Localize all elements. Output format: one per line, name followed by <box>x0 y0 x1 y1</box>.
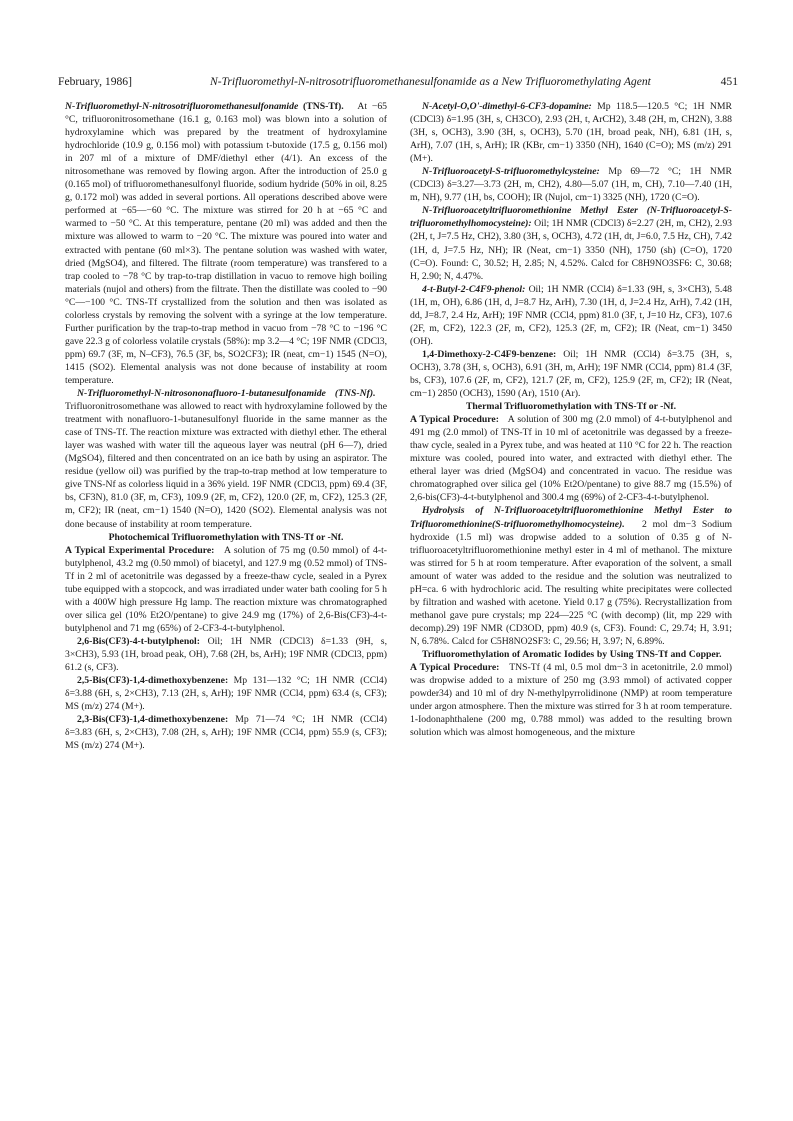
paragraph-body: A solution of 75 mg (0.50 mmol) of 4-t-butylphenol, 43.2 mg (0.50 mmol) of biacetyl, and 127.9 mg (0.52 mmol) of TNS-Tf in 2 ml of acetonitrile was degassed by a freeze-thaw cycle, sealed in a Pyrex tube equipped with a stopcock, and was irradiated under water bath cooling for 5 h with a 400W high pressure Hg lamp. The reaction mixture was chromatographed over silica gel (10% Et2O/pentane) to give 24.9 mg (17%) of 2,6-Bis(CF3)-4-t-butylphenol and 71 mg (65%) of 2-CF3-4-t-butylphenol. <box>65 544 388 634</box>
paragraph-body: TNS-Tf (4 ml, 0.5 mol dm−3 in acetonitrile, 2.0 mmol) was dropwise added to a mixture of 250 mg (3.93 mmol) of activated copper powder34) and 10 ml of dry N-methylpyrrolidinone (NMP) at room temperature under argon atmosphere. Then the mixture was stirred for 3 h at room temperature. 1-Iodonaphthalene (200 mg, 0.788 mmol) was added to the resulting brown solution which was almost homogeneous, and the mixture <box>410 662 732 739</box>
paragraph-body: At −65 °C, trifluoronitrosomethane (16.1 g, 0.163 mol) was blown into a solution of hydroxylamine which was prepared by the treatment of hydroxylamine hydrochloride (10.9 g, 0.156 mol) with potassium t-butoxide (17.5 g, 0.156 mol) in 207 ml of a mixture of DMF/diethyl ether (4/1). An excess of the nitrosomethane was removed by flowing argon. After the introduction of 25.0 g (0.165 mol) of trifluoromethanesulfonyl fluoride, sodium hydride (50% in oil, 8.25 g, 0.172 mol) was added in several portions. All operations described above were performed at −65—−60 °C. The mixture was stirred for 20 h at −65 °C and warmed to −50 °C. At this temperature, pentane (20 ml) was added and then the mixture was allowed to warm to −20 °C. The mixture was poured into water and extracted with pentane (60 ml×3). The pentane solution was washed with water, dried (MgSO4), and filtered. The filtrate (room temperature) was transfered to a trap cooled to −78 °C by trap-to-trap distillation in vacuo to remove high boiling materials (nujol and others) from the filtrate. Then the distillate was cooled to −90 °C—−100 °C. TNS-Tf crystallized from the solution and then was isolated as colorless crystals by removing the solvent with a syringe at the low temperature. Further purification by the trap-to-trap method in vacuo from −78 °C to −196 °C gave 22.3 g of colorless volatile crystals (58%): mp 3.2—4 °C; 19F NMR (CDCl3, ppm) 69.7 (3F, m, N–CF3), 76.5 (3F, bs, SO2CF3); IR (neat, cm−1) 1545 (N=O), 1415 (SO2). Elemental analysis was not done because of instability at room temperature. <box>65 101 388 386</box>
paragraph-methionine-ester <box>410 204 732 282</box>
compound-heading: N-Trifluoromethyl-N-nitrosononafluoro-1-butanesulfonamide (TNS-Nf). <box>77 388 376 400</box>
compound-heading: 1,4-Dimethoxy-2-C4F9-benzene: <box>422 348 557 360</box>
issue-date: February, 1986] <box>58 75 132 88</box>
paragraph-body: A solution of 300 mg (2.0 mmol) of 4-t-butylphenol and 491 mg (2.0 mmol) of TNS-Tf in 10 ml of acetonitrile was degassed by a freeze-thaw cycle, sealed in a Pyrex tube, and was heated at 110 °C for 22 h. The reaction mixture was cooled, poured into water, and extracted with diethyl ether. The etheral layer was dried (MgSO4) and concentrated in vacuo. The residue was chromatographed over silica gel (10% Et2O/pentane) to give 88.7 mg (15.5%) of 2,6-bis(CF3)-4-t-butylphenol and 300.4 mg (69%) of 2-CF3-4-t-butylphenol. <box>410 414 732 504</box>
paragraph-hydrolysis <box>410 504 732 648</box>
paragraph-tns-tf <box>65 100 387 387</box>
section-heading-photochemical: Photochemical Trifluoromethylation with TNS-Tf or -Nf. <box>108 531 344 543</box>
compound-heading: N-Trifluoroacetyl-S-trifluoromethylcysteine: <box>422 166 600 178</box>
paragraph-aromatic-iodides <box>410 648 732 739</box>
procedure-heading: A Typical Procedure: <box>410 662 500 674</box>
compound-heading: 2,5-Bis(CF3)-1,4-dimethoxybenzene: <box>77 675 229 687</box>
paragraph-dimethoxy-c4f9 <box>410 348 732 400</box>
paragraph-dopamine <box>410 100 732 165</box>
compound-heading: N-Trifluoroacetyltrifluoromethionine Methyl Ester (N-Trifluoroacetyl-S-trifluoromethylhomocysteine): <box>410 205 732 230</box>
paragraph-body: Oil; 1H NMR (CCl4) δ=3.75 (3H, s, OCH3), 3.78 (3H, s, OCH3), 6.91 (3H, m, ArH); 19F NMR (CCl4, ppm) 81.4 (3F, bs, CF3), 107.6 (2F, m, CF2), 121.7 (2F, m, CF2), 125.9 (2F, m, CF2); IR (Neat, cm−1) 2850 (OCH3), 1590 (Ar), 1510 (Ar). <box>410 348 732 400</box>
compound-abbr: (TNS-Tf). <box>303 101 344 112</box>
paragraph-butylphenol-c4f9 <box>410 283 732 348</box>
compound-heading: 2,3-Bis(CF3)-1,4-dimethoxybenzene: <box>77 714 229 726</box>
section-run-in-heading: Trifluoromethylation of Aromatic Iodides by Using TNS-Tf and Copper. <box>422 648 722 660</box>
compound-heading: N-Acetyl-O,O'-dimethyl-6-CF3-dopamine: <box>422 101 592 112</box>
paragraph-compound-1 <box>65 635 387 674</box>
paragraph-compound-2 <box>65 674 387 713</box>
compound-heading: 2,6-Bis(CF3)-4-t-butylphenol: <box>77 635 200 647</box>
paragraph-body: 2 mol dm−3 Sodium hydroxide (1.5 ml) was dropwise added to a solution of 0.35 g of N-trifluoroacetyltrifluoromethionine methyl ester in 4 ml of methanol. The mixture was stirred for 5 h at room temperature. After evaporation of the solvent, a small amount of water was added to the residue and the solution was neutralized to pH=ca. 6 with hydrochloric acid. The resulting white precipitates were collected by filtration and washed with acetone. Yield 0.17 g (75%). Recrystallization from methanol gave pure crystals; mp 224—225 °C (with decomp) (lit, mp 229 with decomp).29) 19F NMR (CD3OD, ppm) 40.9 (s, CF3). Found: C, 29.74; H, 3.91; N, 6.78%. Calcd for C5H8NO2SF3: C, 29.56; H, 3.97; N, 6.89%. <box>410 518 733 647</box>
paragraph-body: Mp 69—72 °C; 1H NMR (CDCl3) δ=3.27—3.73 (2H, m, CH2), 4.80—5.07 (1H, m, CH), 7.10—7.40 (1H, m, NH), 9.77 (1H, bs, COOH); IR (Nujol, cm−1) 3325 (NH), 1720 (C=O). <box>410 166 732 204</box>
procedure-heading: A Typical Procedure: <box>410 414 499 426</box>
running-header <box>58 74 738 90</box>
procedure-heading: A Typical Experimental Procedure: <box>65 544 215 556</box>
paragraph-thermal-procedure <box>410 413 732 504</box>
paragraph-compound-3 <box>65 713 387 752</box>
paragraph-body: Mp 71—74 °C; 1H NMR (CCl4) δ=3.83 (6H, s, 2×CH3), 7.08 (2H, s, ArH); 19F NMR (CCl4, ppm) 55.9 (s, CF3); MS (m/z) 274 (M+). <box>65 714 388 752</box>
paragraph-tns-nf <box>65 387 387 531</box>
paragraph-body: Mp 131—132 °C; 1H NMR (CCl4) δ=3.88 (6H, s, 2×CH3), 7.13 (2H, s, ArH); 19F NMR (CCl4, ppm) 63.4 (s, CF3); MS (m/z) 274 (M+). <box>65 675 387 713</box>
right-column <box>410 100 732 739</box>
page-number: 451 <box>720 75 738 88</box>
running-title: N-Trifluoromethyl-N-nitrosotrifluoromethanesulfonamide as a New Trifluoromethylating Agent <box>210 75 651 88</box>
section-run-in-heading: Hydrolysis of N-Trifluoroacetyltrifluoromethionine Methyl Ester to Trifluoromethionine(S-trifluoromethylhomocysteine). <box>410 505 732 530</box>
paragraph-photochemical-procedure <box>65 544 387 635</box>
paragraph-body: Oil; 1H NMR (CDCl3) δ=2.27 (2H, m, CH2), 2.93 (2H, t, J=7.5 Hz, CH2), 3.80 (3H, s, OCH3), 4.72 (1H, dt, J=6.0, 7.5 Hz, CH), 7.42 (1H, d, J=7.5 Hz, NH); IR (Neat, cm−1) 3350 (NH), 1750 (sh) (C=O), 1720 (C=O). Found: C, 30.52; H, 2.85; N, 4.52%. Calcd for C8H9NO3SF6: C, 30.68; H, 2.90; N, 4.47%. <box>410 218 733 282</box>
paragraph-cysteine <box>410 165 732 204</box>
paragraph-body: Oil; 1H NMR (CCl4) δ=1.33 (9H, s, 3×CH3), 5.48 (1H, m, OH), 6.86 (1H, d, J=8.7 Hz, ArH), 7.30 (1H, d, J=2.4 Hz, ArH), 7.42 (1H, dd, J=8.7, 2.4 Hz, ArH); 19F NMR (CCl4, ppm) 81.0 (3F, t, J=10 Hz, CF3), 107.6 (2F, m, CF2), 122.3 (2F, m, CF2), 125.3 (2F, m, CF2); IR (Neat, cm−1) 3450 (OH). <box>410 283 733 347</box>
compound-heading: 4-t-Butyl-2-C4F9-phenol: <box>422 283 526 295</box>
paragraph-body: Mp 118.5—120.5 °C; 1H NMR (CDCl3) δ=1.95 (3H, s, CH3CO), 2.93 (2H, t, ArCH2), 3.48 (2H, m, CH2N), 3.88 (3H, s, OCH3), 3.90 (3H, s, OCH3), 5.70 (1H, broad peak, NH), 6.81 (1H, s, ArH), 7.07 (1H, s, ArH); IR (KBr, cm−1) 3350 (NH), 1640 (C=O); MS (m/z) 291 (M+). <box>410 101 733 165</box>
paragraph-body: Oil; 1H NMR (CDCl3) δ=1.33 (9H, s, 3×CH3), 5.93 (1H, broad peak, OH), 7.68 (2H, bs, ArH); 19F NMR (CDCl3, ppm) 61.2 (s, CF3). <box>65 635 387 674</box>
compound-heading: N-Trifluoromethyl-N-nitrosotrifluoromethanesulfonamide <box>65 101 299 112</box>
paragraph-body: Trifluoronitrosomethane was allowed to react with hydroxylamine followed by the treatment with nonafluoro-1-butanesulfonyl fluoride in the same manner as the case of TNS-Tf. The reaction mixture was extracted with diethyl ether. The etheral layer was washed with water till the aqueous layer was neutral (pH 6—7), dried (MgSO4), filtered and then concentrated on an ice bath by using an aspirator. The residue (yellow oil) was purified by the trap-to-trap method at low temperature to give TNS-Nf as colorless liquid in a 36% yield. 19F NMR (CDCl3, ppm) 69.4 (3F, bs, CF3N), 81.0 (3F, m, CF3), 109.9 (2F, m, CF2), 120.0 (2F, m, CF2), 125.3 (2F, m, CF2); IR (neat, cm−1) 1540 (N=O), 1420 (SO2). Elemental analysis was not done because of instability at room temperature. <box>65 401 387 530</box>
section-heading-thermal: Thermal Trifluoromethylation with TNS-Tf or -Nf. <box>465 401 677 413</box>
left-column <box>65 100 387 752</box>
